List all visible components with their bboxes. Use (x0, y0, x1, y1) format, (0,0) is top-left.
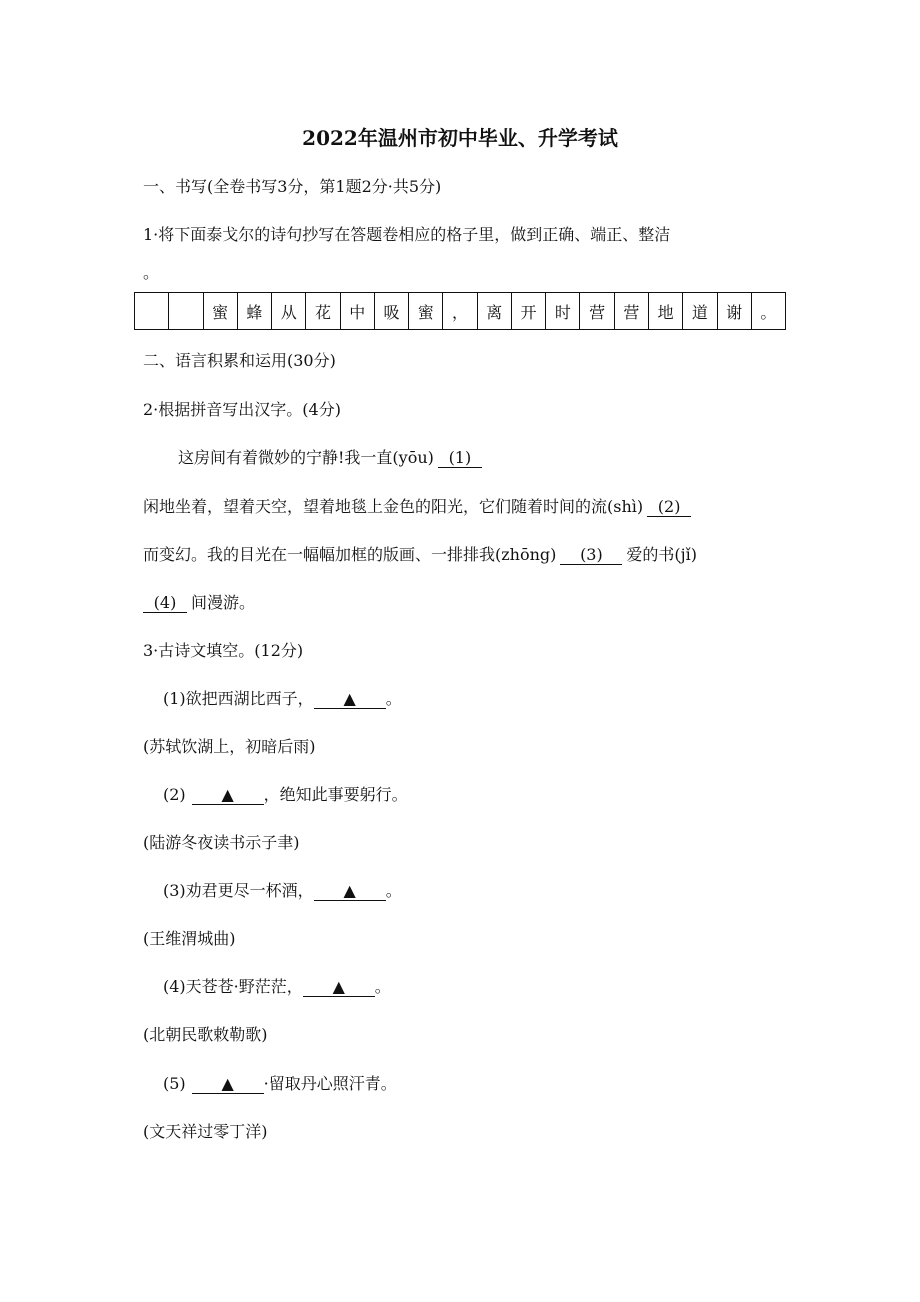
answer-blank[interactable]: ▲ (192, 786, 264, 805)
grid-cell: 吸 (375, 293, 409, 329)
poem-text: 劝君更尽一杯酒， (185, 881, 314, 900)
grid-cell (135, 293, 169, 329)
grid-cell: 。 (760, 302, 777, 322)
grid-cell (169, 293, 203, 329)
section-1-heading: 一、书写(全卷书写3分，第1题2分·共5分) (143, 177, 442, 196)
grid-cell: 时 (546, 293, 580, 329)
paragraph-text: 间漫游。 (191, 593, 256, 612)
grid-cell: 花 (306, 293, 340, 329)
grid-cell: 地 (649, 293, 683, 329)
grid-cell: 开 (512, 293, 546, 329)
poem-text: ，绝知此事要躬行。 (263, 785, 408, 804)
poem-text: 。 (385, 881, 402, 900)
poem-item (163, 1071, 397, 1094)
poem-source: (陆游冬夜读书示子聿) (143, 833, 300, 852)
paragraph-text: 爱的书(jǐ) (626, 545, 697, 564)
answer-blank[interactable]: ▲ (192, 1075, 264, 1094)
paragraph-text: 这房间有着微妙的宁静!我一直(yōu) (178, 448, 434, 467)
answer-blank[interactable]: (2) (647, 498, 691, 517)
grid-cell: 蜜 (204, 293, 238, 329)
poem-source: (苏轼饮湖上，初暗后雨) (143, 737, 316, 756)
paragraph-text: 闲地坐着，望着天空，望着地毯上金色的阳光，它们随着时间的流(shì) (143, 497, 644, 516)
poem-number: (4) (163, 977, 186, 996)
poem-number: (2) (163, 785, 186, 804)
answer-blank[interactable]: (3) (560, 546, 622, 565)
poem-number: (5) (163, 1074, 186, 1093)
grid-cell: 营 (615, 293, 649, 329)
question-2-paragraph-line (143, 590, 255, 613)
grid-cell: 离 (478, 293, 512, 329)
question-2-paragraph-line (178, 445, 482, 468)
question-1-text: 1·将下面泰戈尔的诗句抄写在答题卷相应的格子里，做到正确、端正、整洁 (143, 225, 671, 244)
poem-text: 欲把西湖比西子， (185, 689, 314, 708)
poem-source: (北朝民歌敕勒歌) (143, 1025, 268, 1044)
poem-item (163, 974, 391, 997)
poem-item (163, 878, 402, 901)
poem-text: 。 (374, 977, 391, 996)
poem-number: (1) (163, 689, 186, 708)
poem-text: 。 (385, 689, 402, 708)
grid-cell: 从 (272, 293, 306, 329)
writing-grid (134, 292, 786, 330)
answer-blank[interactable]: (1) (438, 449, 482, 468)
grid-cell: 营 (580, 293, 614, 329)
poem-source: (文天祥过零丁洋) (143, 1122, 268, 1141)
grid-cell: 蜂 (238, 293, 272, 329)
poem-source: (王维渭城曲) (143, 929, 236, 948)
question-2-heading: 2·根据拼音写出汉字。(4分) (143, 400, 341, 419)
poem-number: (3) (163, 881, 186, 900)
poem-item (163, 782, 408, 805)
grid-cell: 道 (683, 293, 717, 329)
answer-blank[interactable]: ▲ (303, 978, 375, 997)
page-title: 2022年温州市初中毕业、升学考试 (302, 126, 618, 150)
grid-cell: 中 (341, 293, 375, 329)
grid-cell: 蜜 (409, 293, 443, 329)
grid-cell: ， (443, 293, 477, 329)
poem-text: ·留取丹心照汗青。 (263, 1074, 397, 1093)
question-2-paragraph-line (143, 494, 691, 517)
answer-blank[interactable]: ▲ (314, 882, 386, 901)
question-3-heading: 3·古诗文填空。(12分) (143, 641, 304, 660)
poem-text: 天苍苍·野茫茫， (185, 977, 303, 996)
answer-blank[interactable]: (4) (143, 594, 187, 613)
question-2-paragraph-line (143, 542, 697, 565)
poem-item (163, 686, 402, 709)
question-1-text-end: 。 (143, 263, 160, 282)
paragraph-text: 而变幻。我的目光在一幅幅加框的版画、一排排我(zhōng) (143, 545, 557, 564)
section-2-heading: 二、语言积累和运用(30分) (143, 351, 336, 370)
answer-blank[interactable]: ▲ (314, 690, 386, 709)
grid-cell: 谢 (718, 293, 752, 329)
